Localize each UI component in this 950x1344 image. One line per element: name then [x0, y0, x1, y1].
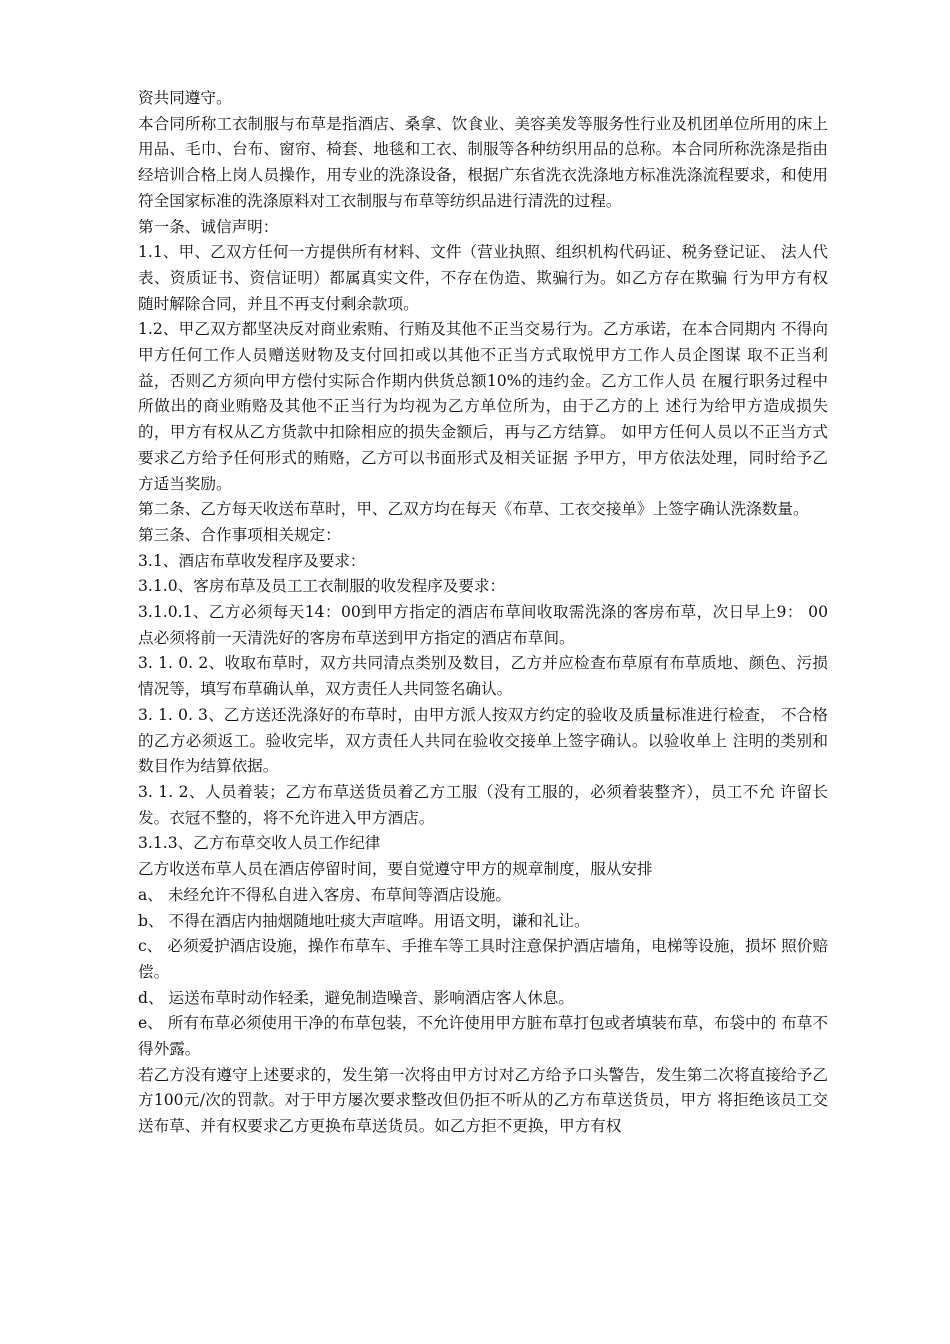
clause-3-1-3: 3.1.3、乙方布草交收人员工作纪律: [138, 834, 381, 853]
clause-1-2: 1.2、甲乙双方都坚决反对商业索贿、行贿及其他不正当交易行为。乙方承诺，在本合同期内 不得向甲方任何工作人员赠送财物及支付回扣或以其他不正当方式取悦甲方工作人员企图谋 取不正当利益，否则乙方须向甲方偿付实际合作期内供货总额10%的违约金。乙方工作人员 在履行职务过程中所做出的商业贿赂及其他不正当行为均视为乙方单位所为，由于乙方的上 述行为给甲方造成损失的，甲方有权从乙方货款中扣除相应的损失金额后，再与乙方结算。 如甲方任何人员以不正当方式要求乙方给予任何形式的贿赂，乙方可以书面形式及相关证据 予甲方，甲方依法处理，同时给予乙方适当奖励。: [138, 320, 828, 493]
paragraph-definition: 本合同所称工衣制服与布草是指酒店、桑拿、饮食业、美容美发等服务性行业及机团单位所用的床上用品、毛巾、台布、窗帘、椅套、地毯和工衣、制服等各种纺织用品的总称。本合同所称洗涤是指由经培训合格上岗人员操作，用专业的洗涤设备，根据广东省洗衣洗涤地方标准洗涤流程要求，和使用符全国家标准的洗涤原料对工衣制服与布草等纺织品进行清洗的过程。: [138, 114, 828, 210]
rule-a: a、 未经允许不得私自进入客房、布草间等酒店设施。: [138, 885, 511, 904]
heading-article-1: 第一条、诚信声明：: [138, 217, 279, 236]
rule-b: b、 不得在酒店内抽烟随地吐痰大声喧哗。用语文明，谦和礼让。: [138, 911, 590, 930]
discipline-intro: 乙方收送布草人员在酒店停留时间，要自觉遵守甲方的规章制度，服从安排: [138, 860, 653, 879]
clause-3-1-0: 3.1.0、客房布草及员工工衣制服的收发程序及要求：: [138, 577, 506, 596]
rule-d: d、 运送布草时动作轻柔，避免制造噪音、影响酒店客人休息。: [138, 988, 574, 1007]
rule-e: e、 所有布草必须使用干净的布草包装，不允许使用甲方脏布草打包或者填装布草，布袋中的 布草不得外露。: [138, 1014, 828, 1059]
penalty-paragraph: 若乙方没有遵守上述要求的，发生第一次将由甲方讨对乙方给予口头警告，发生第二次将直接给予乙方100元/次的罚款。对于甲方屡次要求整改但仍拒不听从的乙方布草送货员，甲方 将拒绝该员工交送布草、并有权要求乙方更换布草送货员。如乙方拒不更换，甲方有权: [138, 1065, 828, 1136]
article-2: 第二条、乙方每天收送布草时，甲、乙双方均在每天《布草、工衣交接单》上签字确认洗涤数量。: [138, 500, 809, 519]
paragraph-intro-fragment: 资共同遵守。: [138, 89, 232, 107]
clause-3-1-0-2: 3. 1. 0. 2、收取布草时，双方共同清点类别及数目，乙方并应检查布草原有布草质地、颜色、污损情况等，填写布草确认单，双方责任人共同签名确认。: [138, 654, 828, 699]
clause-3-1-0-3: 3. 1. 0. 3、乙方送还洗涤好的布草时，由甲方派人按双方约定的验收及质量标准进行检查， 不合格的乙方必须返工。验收完毕，双方责任人共同在验收交接单上签字确认。以验收单上 注明的类别和数目作为结算依据。: [138, 705, 828, 776]
document-page: [138, 86, 828, 1140]
clause-3-1-0-1: 3.1.0.1、乙方必须每天14：00到甲方指定的酒店布草间收取需洗涤的客房布草，次日早上9： 00点必须将前一天清洗好的客房布草送到甲方指定的酒店布草间。: [138, 603, 828, 647]
clause-3-1-2: 3. 1. 2、人员着装；乙方布草送货员着乙方工服（没有工服的，必须着装整齐），员工不允 许留长发。衣冠不整的，将不允许进入甲方酒店。: [138, 782, 828, 827]
rule-c: c、 必须爱护酒店设施，操作布草车、手推车等工具时注意保护酒店墙角，电梯等设施，损坏 照价赔偿。: [138, 937, 828, 981]
clause-1-1: 1.1、甲、乙双方任何一方提供所有材料、文件（营业执照、组织机构代码证、税务登记证、 法人代表、资质证书、资信证明）都属真实文件，不存在伪造、欺骗行为。如乙方存在欺骗 行为甲方有权随时解除合同，并且不再支付剩余款项。: [138, 243, 828, 313]
heading-article-3: 第三条、合作事项相关规定：: [138, 525, 341, 544]
clause-3-1: 3.1、酒店布草收发程序及要求：: [138, 551, 366, 570]
